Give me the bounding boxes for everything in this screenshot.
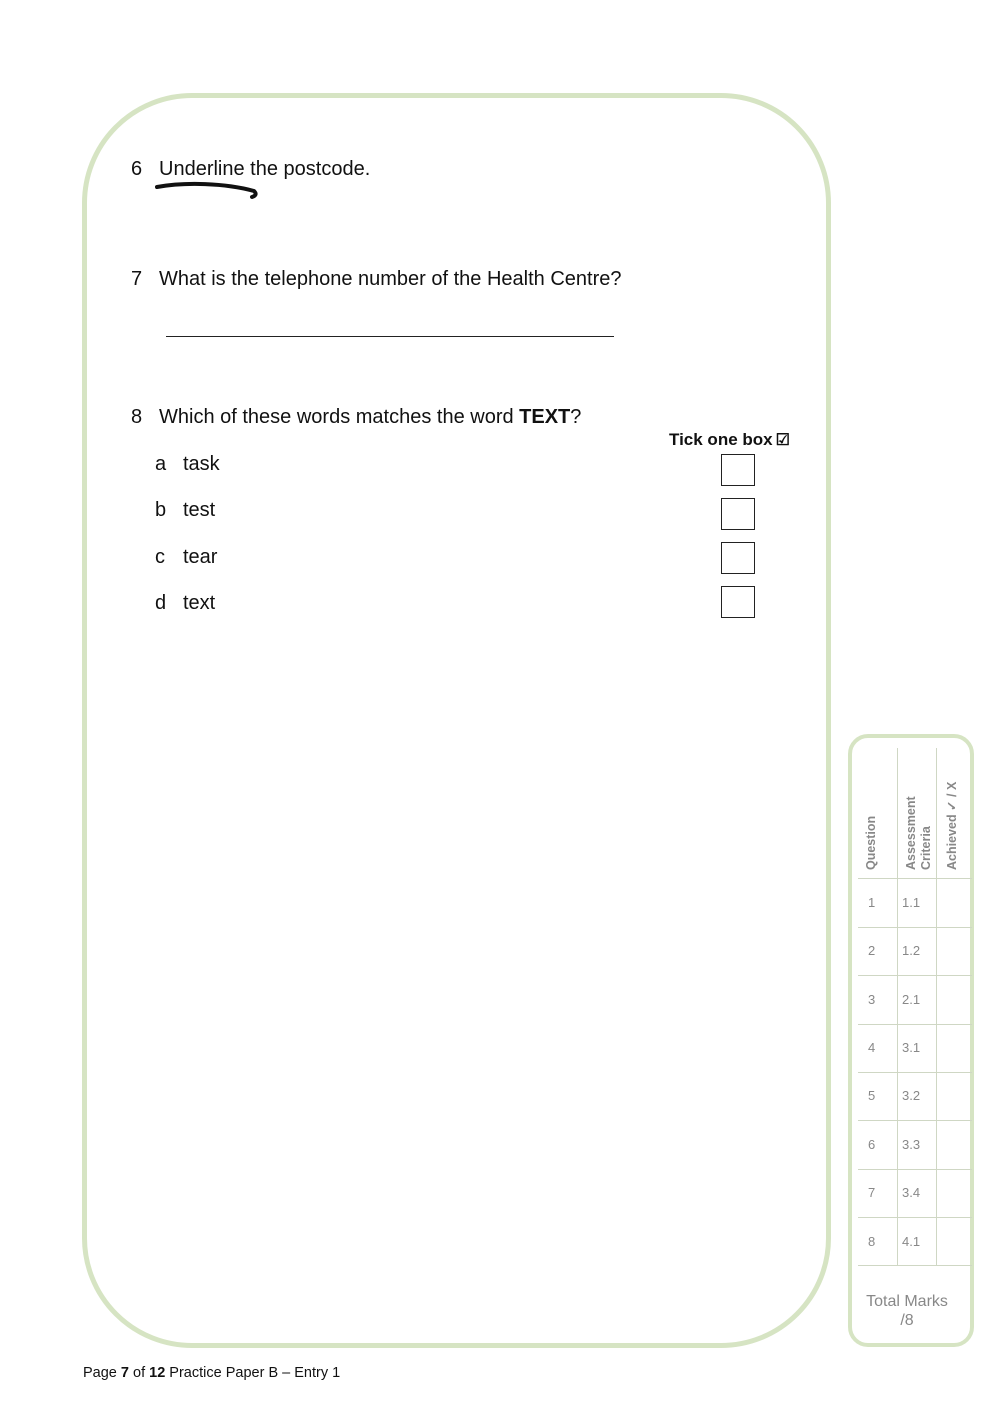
underline-mark [150, 178, 265, 203]
tick-box-c[interactable] [721, 542, 755, 574]
page-footer [83, 1365, 340, 1381]
question-text: Which of these words matches the word [159, 406, 520, 428]
option-letter: a [155, 453, 167, 475]
tick-one-box-label [669, 430, 790, 450]
row-criteria: 3.1 [902, 1040, 921, 1055]
header-achieved-text: Achieved ✓ / X [945, 781, 959, 870]
option-word: test [183, 499, 216, 521]
tick-box-a[interactable] [721, 454, 755, 486]
option-letter: d [155, 592, 167, 614]
option-letter: c [155, 546, 165, 568]
row-criteria: 1.2 [902, 943, 921, 958]
row-question: 3 [868, 992, 876, 1007]
option-word: text [183, 592, 216, 614]
header-question [864, 815, 878, 871]
row-question: 2 [868, 943, 876, 958]
table-row-divider [858, 975, 972, 976]
question-8 [131, 406, 581, 429]
table-divider [897, 748, 898, 1265]
option-a [155, 453, 220, 476]
row-criteria: 4.1 [902, 1234, 921, 1249]
question-number: 7 [131, 268, 143, 290]
option-c [155, 546, 217, 569]
option-d [155, 592, 215, 615]
checkbox-icon: ☑ [775, 432, 790, 449]
row-question: 6 [868, 1137, 876, 1152]
footer-suffix: Practice Paper B – Entry 1 [165, 1365, 341, 1381]
table-row-divider [858, 1072, 972, 1073]
tick-box-b[interactable] [721, 498, 755, 530]
row-question: 4 [868, 1040, 876, 1055]
table-row-divider [858, 1169, 972, 1170]
row-criteria: 2.1 [902, 992, 921, 1007]
footer-of: of [128, 1365, 150, 1381]
row-criteria: 3.2 [902, 1088, 921, 1103]
table-row-divider [858, 878, 972, 879]
table-row-divider [858, 1024, 972, 1025]
row-criteria: 3.4 [902, 1185, 921, 1200]
footer-page-total: 12 [149, 1365, 166, 1381]
option-b [155, 499, 215, 522]
question-number: 6 [131, 158, 143, 180]
option-word: task [183, 453, 220, 475]
tick-label-text: Tick one box [669, 430, 773, 449]
header-criteria-line1: Assessment [904, 796, 918, 870]
footer-page-number: 7 [120, 1365, 129, 1381]
header-criteria-line2: Criteria [919, 826, 933, 870]
row-criteria: 3.3 [902, 1137, 921, 1152]
row-question: 5 [868, 1088, 876, 1103]
answer-line[interactable] [166, 336, 614, 337]
header-question-text: Question [864, 815, 878, 870]
option-letter: b [155, 499, 167, 521]
question-keyword: TEXT [519, 406, 571, 428]
row-question: 8 [868, 1234, 876, 1249]
total-marks [852, 1292, 962, 1330]
footer-prefix: Page [83, 1365, 121, 1381]
row-question: 1 [868, 895, 876, 910]
question-7 [131, 268, 622, 291]
tick-box-d[interactable] [721, 586, 755, 618]
header-achieved [945, 781, 959, 871]
total-marks-value: /8 [900, 1312, 914, 1329]
header-criteria [904, 796, 933, 871]
table-row-divider [858, 927, 972, 928]
table-row-divider [858, 1120, 972, 1121]
question-text: What is the telephone number of the Health Centre? [159, 268, 622, 290]
row-criteria: 1.1 [902, 895, 921, 910]
row-question: 7 [868, 1185, 876, 1200]
question-text-end: ? [570, 406, 582, 428]
table-divider [936, 748, 937, 1265]
question-number: 8 [131, 406, 143, 428]
table-row-divider [858, 1265, 972, 1266]
option-word: tear [183, 546, 218, 568]
question-text: Underline the postcode. [159, 158, 371, 180]
total-marks-label: Total Marks [866, 1293, 948, 1310]
table-row-divider [858, 1217, 972, 1218]
